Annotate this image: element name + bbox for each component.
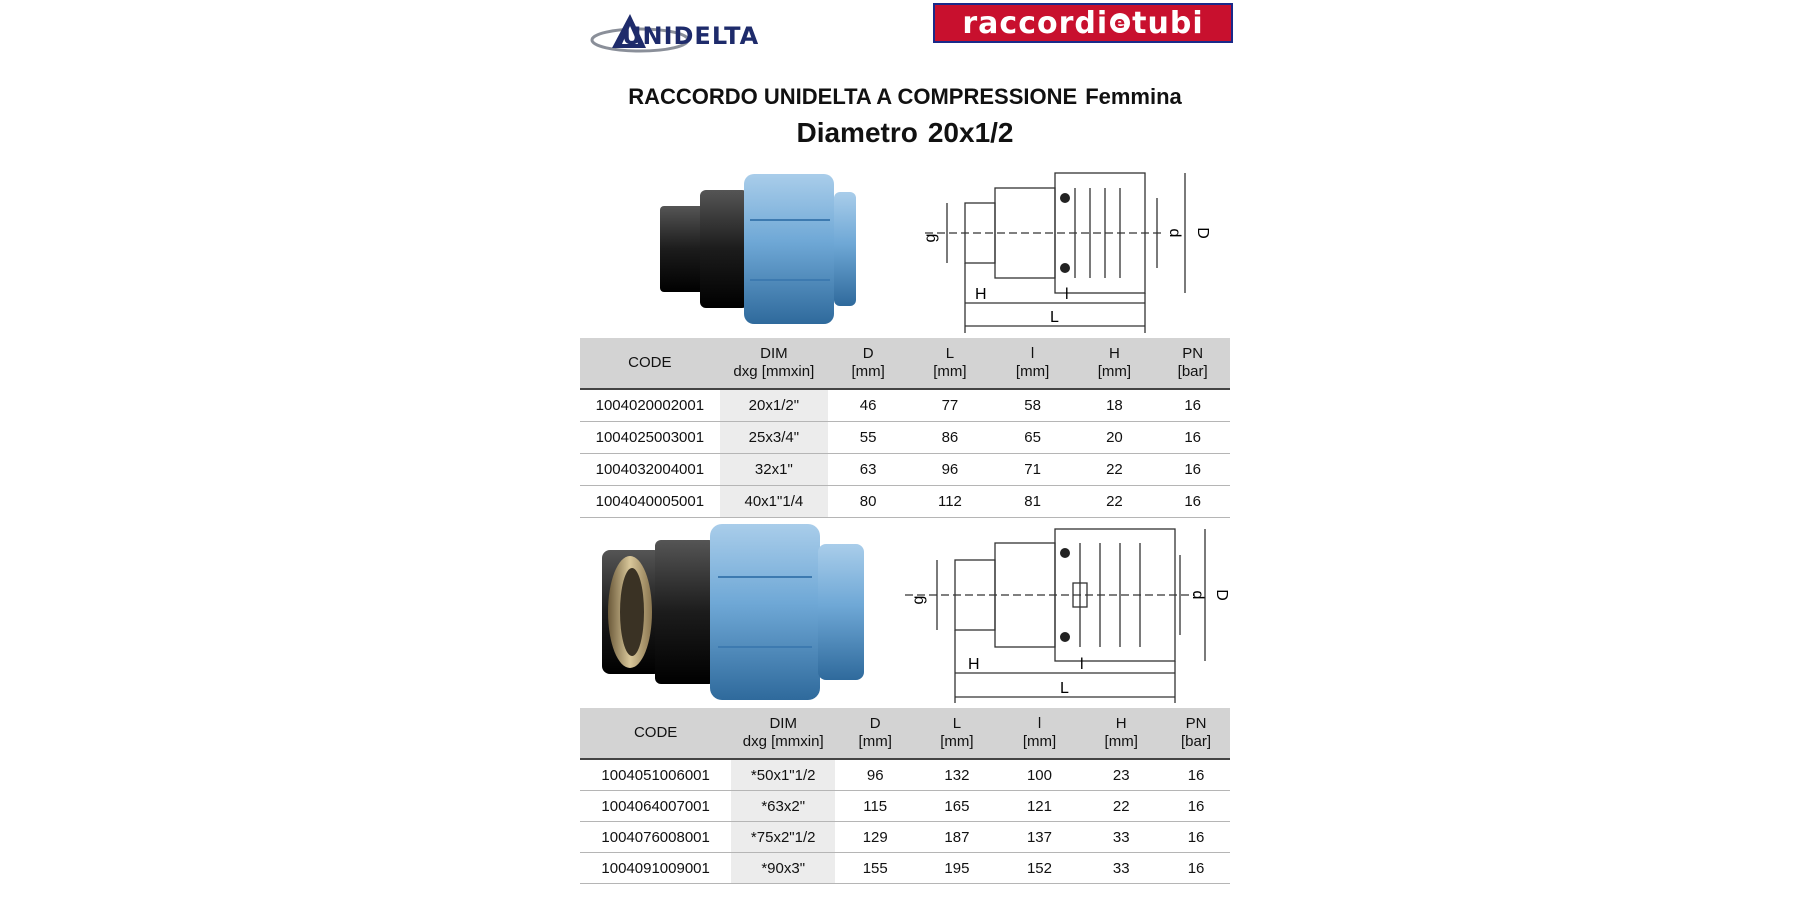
product-title [580,84,1230,110]
cell-L: 132 [915,759,998,791]
cell-PN: 16 [1162,791,1230,822]
dim-label-H: H [975,286,987,303]
cell-H: 22 [1074,486,1156,518]
cell-D: 46 [828,389,908,422]
diameter-label: Diametro [796,117,918,148]
cell-H: 33 [1080,822,1162,853]
table-row [580,486,1230,518]
table-row [580,791,1230,822]
dim-label-l: l [1065,286,1069,303]
cell-dim: *75x2"1/2 [731,822,835,853]
cell-D: 63 [828,454,908,486]
header-code: CODE [580,338,720,389]
table-row [580,422,1230,454]
cell-PN: 16 [1155,389,1230,422]
cell-l: 71 [992,454,1074,486]
cell-PN: 16 [1155,486,1230,518]
cell-H: 22 [1080,791,1162,822]
cell-PN: 16 [1155,422,1230,454]
header-H: H [mm] [1074,338,1156,389]
product-variant: Femmina [1085,84,1182,109]
cell-dim: 25x3/4" [720,422,828,454]
header-code: CODE [580,708,731,759]
cell-D: 155 [835,853,915,884]
table-row [580,853,1230,884]
header-PN: PN [bar] [1155,338,1230,389]
table-row [580,822,1230,853]
table-row [580,759,1230,791]
cell-dim: *50x1"1/2 [731,759,835,791]
fitting-photo-large [600,522,870,702]
header-PN: PN [bar] [1162,708,1230,759]
dim-label-d: d [1166,228,1183,238]
cell-PN: 16 [1162,822,1230,853]
cell-D: 80 [828,486,908,518]
cell-H: 22 [1074,454,1156,486]
cell-code: 1004076008001 [580,822,731,853]
table-header-row [580,338,1230,389]
cell-dim: 32x1" [720,454,828,486]
cell-L: 187 [915,822,998,853]
cell-PN: 16 [1162,853,1230,884]
table-row [580,454,1230,486]
diameter-title [580,117,1230,149]
cell-dim: *90x3" [731,853,835,884]
fitting-photo-small [660,170,860,330]
dim-label-L: L [1050,309,1059,326]
cell-code: 1004040005001 [580,486,720,518]
dim-label-L-2: L [1060,680,1069,697]
cell-dim: 20x1/2" [720,389,828,422]
cell-code: 1004091009001 [580,853,731,884]
cell-PN: 16 [1155,454,1230,486]
header-l: l [mm] [999,708,1081,759]
cell-dim: *63x2" [731,791,835,822]
cell-l: 81 [992,486,1074,518]
table-row [580,389,1230,422]
dim-label-D-big: D [1194,227,1211,239]
cell-D: 129 [835,822,915,853]
unidelta-logo-text: UNIDELTA [622,22,760,50]
logo-part-e: e [1110,13,1130,33]
cell-D: 55 [828,422,908,454]
product-name: RACCORDO UNIDELTA A COMPRESSIONE [628,84,1078,109]
header-dim: DIM dxg [mmxin] [731,708,835,759]
cell-code: 1004020002001 [580,389,720,422]
cell-code: 1004032004001 [580,454,720,486]
cell-D: 96 [835,759,915,791]
cell-l: 58 [992,389,1074,422]
cell-PN: 16 [1162,759,1230,791]
cell-L: 77 [908,389,991,422]
header-dim: DIM dxg [mmxin] [720,338,828,389]
dim-label-H-2: H [968,656,980,673]
spec-table-large [580,708,1230,884]
header-l: l [mm] [992,338,1074,389]
diameter-value: 20x1/2 [927,117,1014,148]
cell-l: 137 [999,822,1081,853]
cell-l: 100 [999,759,1081,791]
fitting-drawing-large [905,525,1230,705]
cell-code: 1004051006001 [580,759,731,791]
cell-l: 121 [999,791,1081,822]
header-H: H [mm] [1080,708,1162,759]
cell-H: 23 [1080,759,1162,791]
table-header-row [580,708,1230,759]
cell-L: 195 [915,853,998,884]
cell-H: 20 [1074,422,1156,454]
header-L: L [mm] [908,338,991,389]
cell-l: 152 [999,853,1081,884]
fitting-drawing-small [922,168,1225,338]
cell-H: 18 [1074,389,1156,422]
product-sheet [580,0,1230,900]
cell-L: 86 [908,422,991,454]
raccordi-e-tubi-logo [933,3,1233,43]
cell-H: 33 [1080,853,1162,884]
dim-label-D-big-2: D [1213,589,1230,601]
cell-code: 1004025003001 [580,422,720,454]
cell-l: 65 [992,422,1074,454]
spec-table-small [580,338,1230,518]
cell-L: 165 [915,791,998,822]
cell-code: 1004064007001 [580,791,731,822]
header-L: L [mm] [915,708,998,759]
dim-label-l-2: l [1080,656,1084,673]
cell-L: 96 [908,454,991,486]
header-D: D [mm] [835,708,915,759]
logo-part-tubi: tubi [1132,5,1204,41]
cell-D: 115 [835,791,915,822]
dim-label-g: g [922,233,939,243]
dim-label-d-2: d [1189,590,1206,600]
cell-dim: 40x1"1/4 [720,486,828,518]
logo-part-raccordi: raccordi [962,5,1109,41]
header-D: D [mm] [828,338,908,389]
dim-label-g-2: g [910,595,927,605]
unidelta-logo [590,6,810,56]
cell-L: 112 [908,486,991,518]
